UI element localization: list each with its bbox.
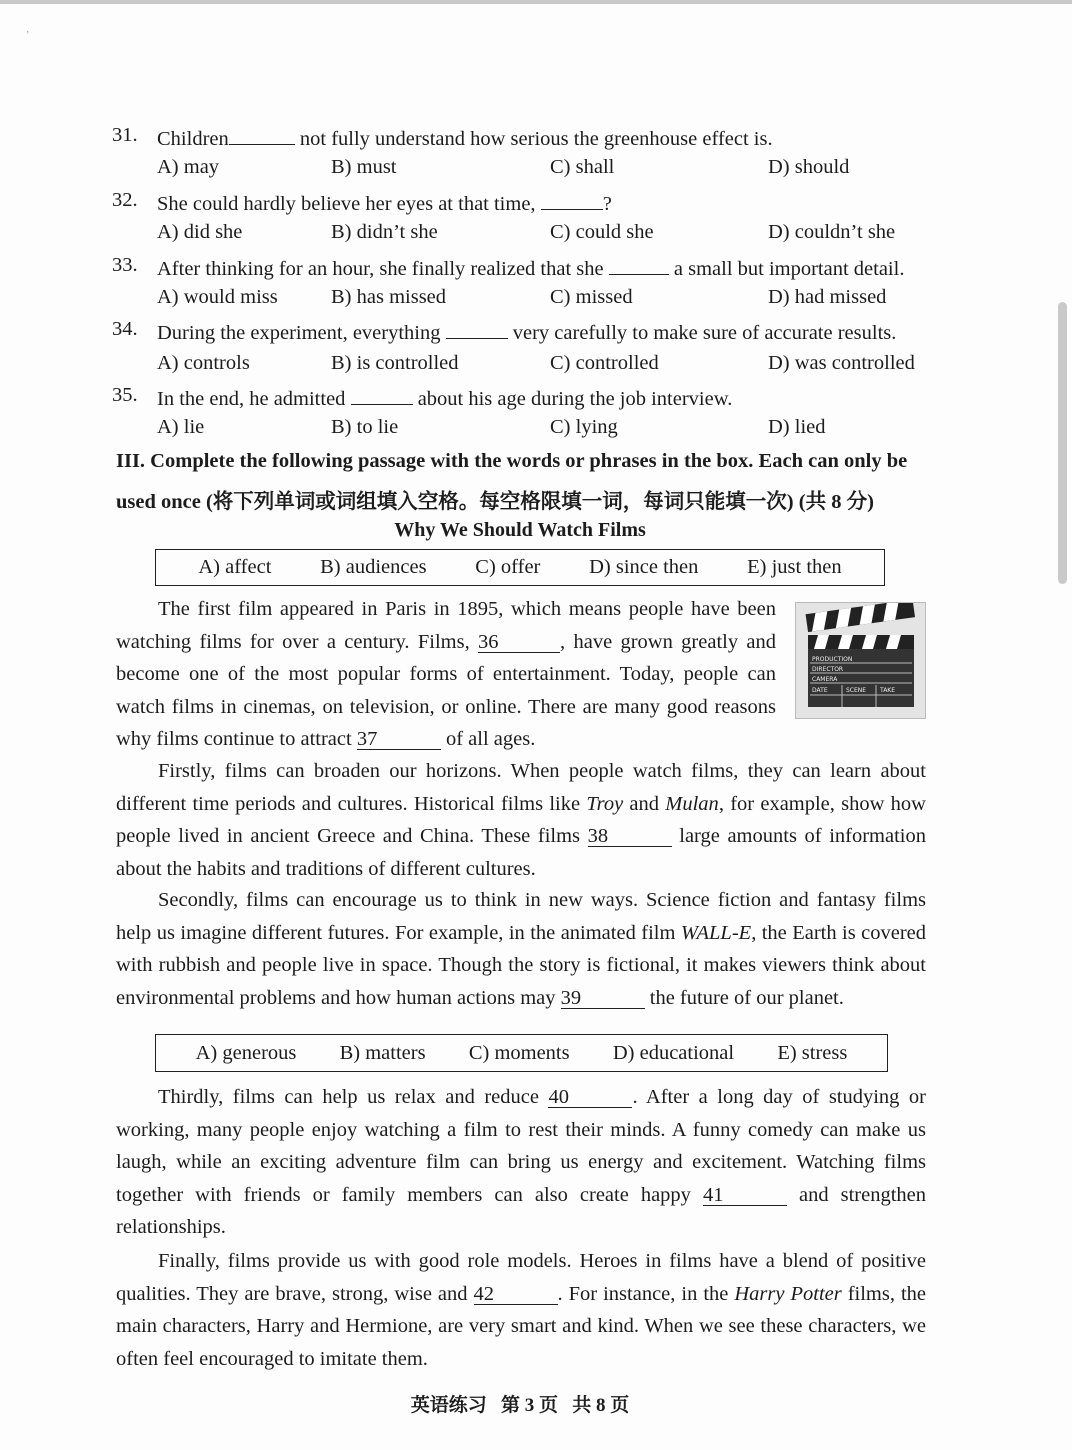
option-c: C) controlled xyxy=(550,352,659,374)
para-line: watch films in cinemas, on television, or online. There are many good reasons xyxy=(116,695,776,718)
blank-42[interactable]: 42 xyxy=(474,1284,558,1305)
para-line: Thirdly, films can help us relax and reduce 40 . After a long day of studying or xyxy=(158,1086,926,1108)
option-a: A) controls xyxy=(157,352,250,374)
question-stem: In the end, he admitted about his age during the job interview. xyxy=(157,384,732,411)
word-option: C) moments xyxy=(468,1041,570,1064)
option-a: A) would miss xyxy=(157,286,278,308)
scrollbar-thumb[interactable] xyxy=(1058,302,1067,584)
option-c: C) missed xyxy=(550,286,633,308)
para-line: people lived in ancient Greece and China. These films 38 large amounts of information xyxy=(116,825,926,847)
clapper-label: CAMERA xyxy=(812,676,838,683)
clapper-label: SCENE xyxy=(846,687,867,694)
word-option: E) just then xyxy=(747,556,842,578)
option-b: B) has missed xyxy=(331,286,447,308)
clapper-label: PRODUCTION xyxy=(812,656,853,663)
word-option: D) educational xyxy=(612,1041,735,1064)
word-option: A) generous xyxy=(195,1041,297,1064)
para-line: about the habits and traditions of different cultures. xyxy=(116,857,536,880)
paragraph-5 xyxy=(116,1245,926,1375)
clapper-label: DATE xyxy=(812,687,828,694)
para-line: Firstly, films can broaden our horizons. When people watch films, they can learn about xyxy=(158,760,926,782)
clapper-label: DIRECTOR xyxy=(812,666,844,673)
word-option: C) offer xyxy=(475,556,541,578)
para-line: relationships. xyxy=(116,1216,226,1238)
option-c: C) could she xyxy=(550,221,654,243)
question-stem: During the experiment, everything very carefully to make sure of accurate results. xyxy=(157,318,896,345)
para-line: environmental problems and how human actions may 39 the future of our planet. xyxy=(116,986,844,1009)
para-line: laugh, while an exciting adventure film can bring us energy and excitement. Watching films xyxy=(116,1151,926,1173)
word-option: E) stress xyxy=(777,1041,848,1064)
word-box-1 xyxy=(155,549,885,586)
question-number: 35. xyxy=(112,384,138,406)
section-heading: III. Complete the following passage with the words or phrases in the box. Each can only be xyxy=(116,450,908,472)
question-stem: She could hardly believe her eyes at that time, ? xyxy=(157,189,612,216)
passage-title: Why We Should Watch Films xyxy=(394,519,646,541)
blank-40[interactable]: 40 xyxy=(548,1087,632,1108)
option-b: B) must xyxy=(331,156,397,178)
paragraph-1 xyxy=(116,593,776,756)
para-line: qualities. They are brave, strong, wise and 42 . For instance, in the Harry Potter films, the xyxy=(116,1282,927,1305)
page-footer: 英语练习 第 3 页 共 8 页 xyxy=(410,1395,630,1416)
paragraph-4 xyxy=(116,1081,926,1244)
word-option: B) audiences xyxy=(320,556,427,578)
word-box-2 xyxy=(155,1034,888,1072)
question-number: 34. xyxy=(112,318,138,340)
option-d: D) lied xyxy=(768,416,826,438)
option-d: D) should xyxy=(768,156,850,178)
blank-41[interactable]: 41 xyxy=(703,1185,787,1206)
blank-37[interactable]: 37 xyxy=(357,729,441,750)
option-d: D) was controlled xyxy=(768,352,915,374)
option-c: C) shall xyxy=(550,156,615,178)
blank-38[interactable]: 38 xyxy=(588,826,672,847)
option-c: C) lying xyxy=(550,416,618,438)
para-line: become one of the most popular forms of entertainment. Today, people can xyxy=(116,663,776,685)
clapper-label: TAKE xyxy=(880,687,896,694)
para-line: working, many people enjoy watching a film to rest their minds. A funny comedy can make us xyxy=(116,1118,926,1141)
para-line: watching films for over a century. Films, 36 , have grown greatly and xyxy=(116,630,777,653)
para-line: Secondly, films can encourage us to think in new ways. Science fiction and fantasy films xyxy=(158,889,926,911)
option-b: B) is controlled xyxy=(331,352,459,374)
top-edge xyxy=(0,0,1072,4)
option-a: A) lie xyxy=(157,416,205,438)
word-option: D) since then xyxy=(589,556,699,578)
section-instructions: used once (将下列单词或词组填入空格。每空格限填一词，每词只能填一次) (共 8 分) xyxy=(116,491,874,513)
word-option: A) affect xyxy=(198,556,272,578)
para-line: Finally, films provide us with good role models. Heroes in films have a blend of positive xyxy=(158,1250,926,1272)
scan-mark: ʼ xyxy=(26,30,30,41)
option-b: B) didn’t she xyxy=(331,221,438,243)
question-number: 31. xyxy=(112,124,138,146)
para-line: The first film appeared in Paris in 1895, which means people have been xyxy=(158,598,776,620)
para-line: why films continue to attract 37 of all ages. xyxy=(116,728,536,750)
option-d: D) had missed xyxy=(768,286,887,308)
para-line: main characters, Harry and Hermione, are very smart and kind. When we see these characters, we xyxy=(116,1315,926,1337)
option-a: A) did she xyxy=(157,221,243,243)
option-b: B) to lie xyxy=(331,416,399,438)
option-d: D) couldn’t she xyxy=(768,221,896,243)
para-line: with rubbish and people live in space. Though the story is fictional, it makes viewers think about xyxy=(116,954,926,976)
para-line: different time periods and cultures. Historical films like Troy and Mulan, for example, show how xyxy=(116,792,926,815)
blank-39[interactable]: 39 xyxy=(561,988,645,1009)
question-number: 33. xyxy=(112,254,138,276)
paragraph-3 xyxy=(116,884,926,1014)
clapperboard-image xyxy=(795,602,926,719)
option-a: A) may xyxy=(157,156,220,178)
question-number: 32. xyxy=(112,189,138,211)
para-line: together with friends or family members can also create happy 41 and strengthen xyxy=(116,1183,927,1206)
blank-36[interactable]: 36 xyxy=(478,632,560,653)
question-stem: Children not fully understand how serious the greenhouse effect is. xyxy=(157,124,773,151)
word-option: B) matters xyxy=(339,1041,426,1064)
para-line: help us imagine different futures. For example, in the animated film WALL-E, the Earth is covered xyxy=(116,921,927,944)
para-line: often feel encouraged to imitate them. xyxy=(116,1347,428,1370)
paragraph-2 xyxy=(116,755,926,885)
question-stem: After thinking for an hour, she finally realized that she a small but important detail. xyxy=(157,254,904,281)
